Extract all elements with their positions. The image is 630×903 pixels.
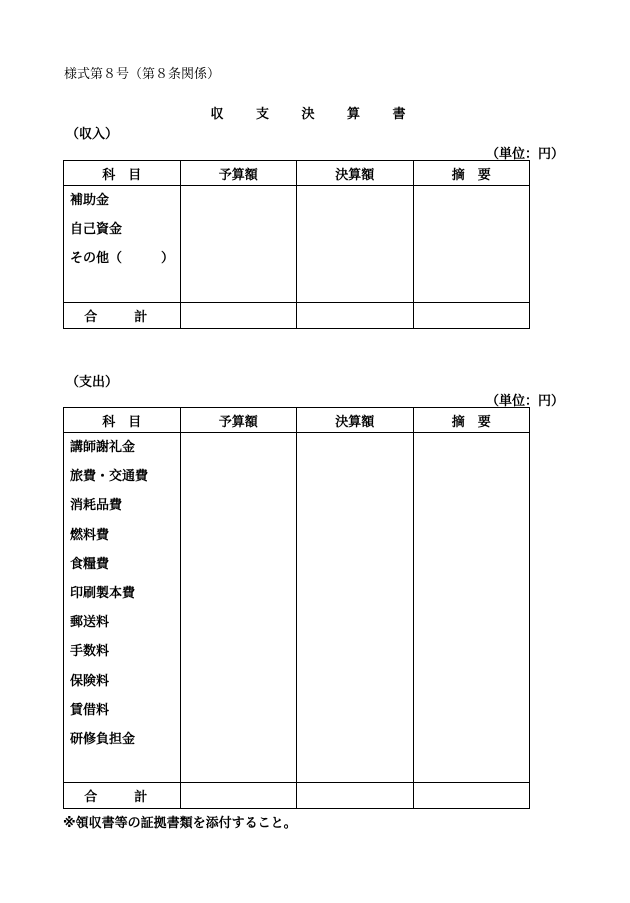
expense-table [63,407,530,809]
income-col-settlement: 決算額 [297,161,414,186]
expense-col-remarks: 摘 要 [413,408,530,433]
income-items-cell [64,186,181,303]
income-item: 自己資金 [70,222,123,238]
expense-item: 保険料 [70,673,110,689]
expense-item: 燃料費 [70,527,110,543]
income-settlement-cell[interactable] [297,186,414,303]
income-total-remarks[interactable] [413,303,530,329]
expense-total-row [64,783,530,809]
income-col-subject: 科 目 [64,161,181,186]
expense-item: 消耗品費 [70,498,123,514]
document-title: 収 支 決 算 書 [210,107,420,122]
expense-item: 研修負担金 [70,731,136,747]
expense-header-row [64,408,530,433]
expense-heading: （支出） [66,375,119,390]
income-heading: （収入） [66,127,119,142]
income-header-row [64,161,530,186]
expense-col-budget: 予算額 [180,408,297,433]
income-unit: （単位：円） [485,147,564,162]
income-col-remarks: 摘 要 [413,161,530,186]
expense-total-label: 合 計 [64,783,181,809]
expense-item: 郵送料 [70,615,110,631]
expense-item: 手数料 [70,644,110,660]
expense-total-budget[interactable] [180,783,297,809]
attachment-note: ※領収書等の証拠書類を添付すること。 [63,816,297,831]
expense-col-subject: 科 目 [64,408,181,433]
income-item: その他（ ） [70,251,175,267]
income-total-settlement[interactable] [297,303,414,329]
income-item: 補助金 [70,193,110,208]
income-total-budget[interactable] [180,303,297,329]
expense-budget-cell[interactable] [180,433,297,783]
income-remarks-cell[interactable] [413,186,530,303]
form-number: 様式第８号（第８条関係） [64,67,221,82]
expense-unit: （単位：円） [485,394,564,409]
expense-remarks-cell[interactable] [413,433,530,783]
expense-item: 賃借料 [70,702,110,718]
income-col-budget: 予算額 [180,161,297,186]
income-items-row [64,186,530,303]
expense-item: 講師謝礼金 [70,440,136,455]
income-total-row [64,303,530,329]
expense-settlement-cell[interactable] [297,433,414,783]
expense-total-remarks[interactable] [413,783,530,809]
expense-item: 旅費・交通費 [70,469,149,485]
expense-item: 印刷製本費 [70,585,136,601]
expense-col-settlement: 決算額 [297,408,414,433]
expense-item: 食糧費 [70,556,110,572]
expense-items-row [64,433,530,783]
expense-items-cell [64,433,181,783]
income-table [63,160,530,329]
income-total-label: 合 計 [64,303,181,329]
income-budget-cell[interactable] [180,186,297,303]
expense-total-settlement[interactable] [297,783,414,809]
